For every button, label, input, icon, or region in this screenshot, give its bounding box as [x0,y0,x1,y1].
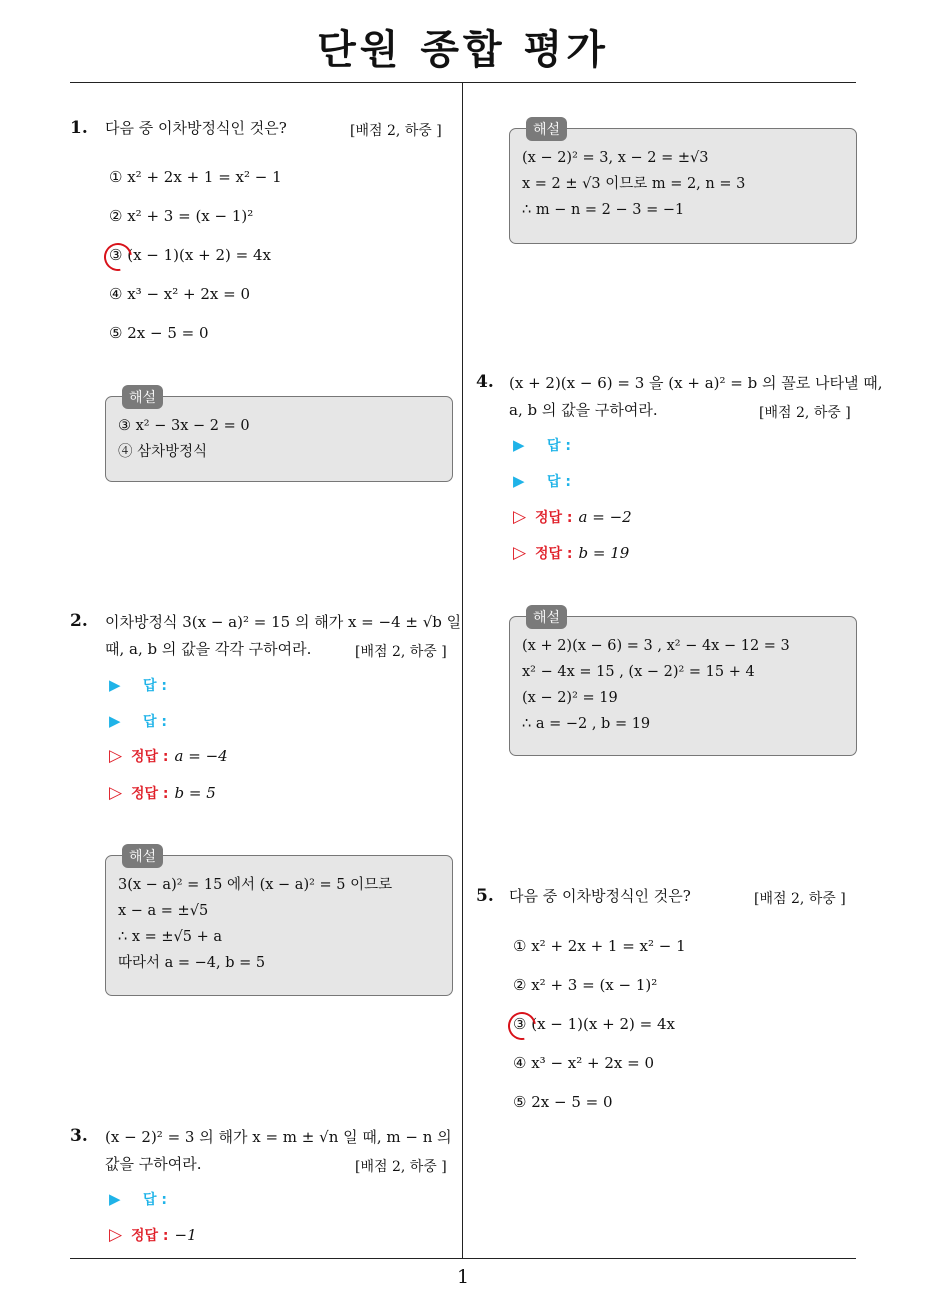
solution-line: (x − 2)² = 3, x − 2 = ±√3 [522,150,709,166]
option-5[interactable]: ⑤ 2x − 5 = 0 [109,324,209,342]
question-meta: [배점 2, 하중 ] [759,405,851,421]
answer-label: 답 : [547,474,571,490]
answer-row[interactable] [109,711,167,731]
correct-answer-row [109,783,216,803]
question-text: 이차방정식 3(x − a)² = 15 의 해가 x = −4 ± √b 일 [105,613,462,631]
answer-label: 답 : [143,678,167,694]
option-4[interactable]: ④ x³ − x² + 2x = 0 [513,1054,655,1072]
column-divider [462,82,463,1258]
question-meta: [배점 2, 하중 ] [355,644,447,660]
solution-line: (x − 2)² = 19 [522,690,618,706]
question-number: 5. [476,886,494,906]
correct-label: 정답 : [535,546,573,562]
solution-box [509,122,857,244]
correct-value: b = 19 [578,544,630,562]
page-number: 1 [456,1266,470,1288]
question-text: (x − 2)² = 3 의 해가 x = m ± √n 일 때, m − n 의 [105,1128,452,1146]
footer-divider [70,1258,856,1259]
solution-line: ∴ x = ±√5 + a [118,929,223,945]
question-number: 2. [70,611,88,631]
correct-label: 정답 : [131,786,169,802]
correct-label: 정답 : [131,749,169,765]
correct-arrow-icon: ▷ [513,507,527,527]
solution-box [105,849,453,996]
correct-value: a = −2 [578,508,632,526]
solution-line: 3(x − a)² = 15 에서 (x − a)² = 5 이므로 [118,877,393,893]
selected-answer-mark [503,1007,542,1046]
selected-answer-mark [99,238,138,277]
correct-value: −1 [174,1226,197,1244]
header-divider [70,82,856,83]
question-text: (x + 2)(x − 6) = 3 을 (x + a)² = b 의 꼴로 나타낼 때, [509,374,883,392]
answer-row[interactable] [109,1189,167,1209]
solution-box [105,390,453,482]
page-title: 단원 종합 평가 [317,27,609,73]
correct-arrow-icon: ▷ [109,783,123,803]
correct-arrow-icon: ▷ [109,1225,123,1245]
answer-arrow-icon: ▶ [109,1190,121,1208]
correct-answer-row [513,507,632,527]
question-number: 3. [70,1126,88,1146]
solution-line: ④ 삼차방정식 [118,444,208,460]
answer-arrow-icon: ▶ [513,436,525,454]
answer-label: 답 : [143,1192,167,1208]
solution-box [509,610,857,756]
solution-line: x − a = ±√5 [118,903,209,919]
correct-label: 정답 : [535,510,573,526]
solution-tag: 해설 [122,385,163,409]
answer-row[interactable] [513,435,571,455]
question-text: 때, a, b 의 값을 각각 구하여라. [105,640,312,658]
answer-arrow-icon: ▶ [513,472,525,490]
answer-row[interactable] [109,675,167,695]
correct-answer-row [513,543,629,563]
answer-row[interactable] [513,471,571,491]
question-text: a, b 의 값을 구하여라. [509,401,658,419]
option-3[interactable]: ③ (x − 1)(x + 2) = 4x [109,246,271,264]
option-1[interactable]: ① x² + 2x + 1 = x² − 1 [513,937,686,955]
option-4[interactable]: ④ x³ − x² + 2x = 0 [109,285,251,303]
option-3[interactable]: ③ (x − 1)(x + 2) = 4x [513,1015,675,1033]
solution-tag: 해설 [526,117,567,141]
solution-line: x = 2 ± √3 이므로 m = 2, n = 3 [522,176,746,192]
option-5[interactable]: ⑤ 2x − 5 = 0 [513,1093,613,1111]
question-meta: [배점 2, 하중 ] [355,1159,447,1175]
solution-line: 따라서 a = −4, b = 5 [118,955,266,971]
solution-line: ∴ m − n = 2 − 3 = −1 [522,202,685,218]
solution-tag: 해설 [526,605,567,629]
question-text: 다음 중 이차방정식인 것은? [509,887,691,905]
answer-label: 답 : [143,714,167,730]
solution-tag: 해설 [122,844,163,868]
solution-line: ∴ a = −2 , b = 19 [522,716,651,732]
answer-label: 답 : [547,438,571,454]
correct-answer-row [109,1225,197,1245]
question-meta: [배점 2, 하중 ] [350,123,442,139]
correct-arrow-icon: ▷ [109,746,123,766]
solution-line: (x + 2)(x − 6) = 3 , x² − 4x − 12 = 3 [522,638,790,654]
answer-arrow-icon: ▶ [109,712,121,730]
option-1[interactable]: ① x² + 2x + 1 = x² − 1 [109,168,282,186]
correct-label: 정답 : [131,1228,169,1244]
correct-value: a = −4 [174,747,228,765]
correct-value: b = 5 [174,784,216,802]
correct-arrow-icon: ▷ [513,543,527,563]
correct-answer-row [109,746,228,766]
question-text: 다음 중 이차방정식인 것은? [105,119,287,137]
option-2[interactable]: ② x² + 3 = (x − 1)² [109,207,254,225]
solution-line: ③ x² − 3x − 2 = 0 [118,418,250,434]
question-number: 4. [476,372,494,392]
question-meta: [배점 2, 하중 ] [754,891,846,907]
question-text: 값을 구하여라. [105,1155,202,1173]
solution-line: x² − 4x = 15 , (x − 2)² = 15 + 4 [522,664,755,680]
question-number: 1. [70,118,88,138]
option-2[interactable]: ② x² + 3 = (x − 1)² [513,976,658,994]
answer-arrow-icon: ▶ [109,676,121,694]
